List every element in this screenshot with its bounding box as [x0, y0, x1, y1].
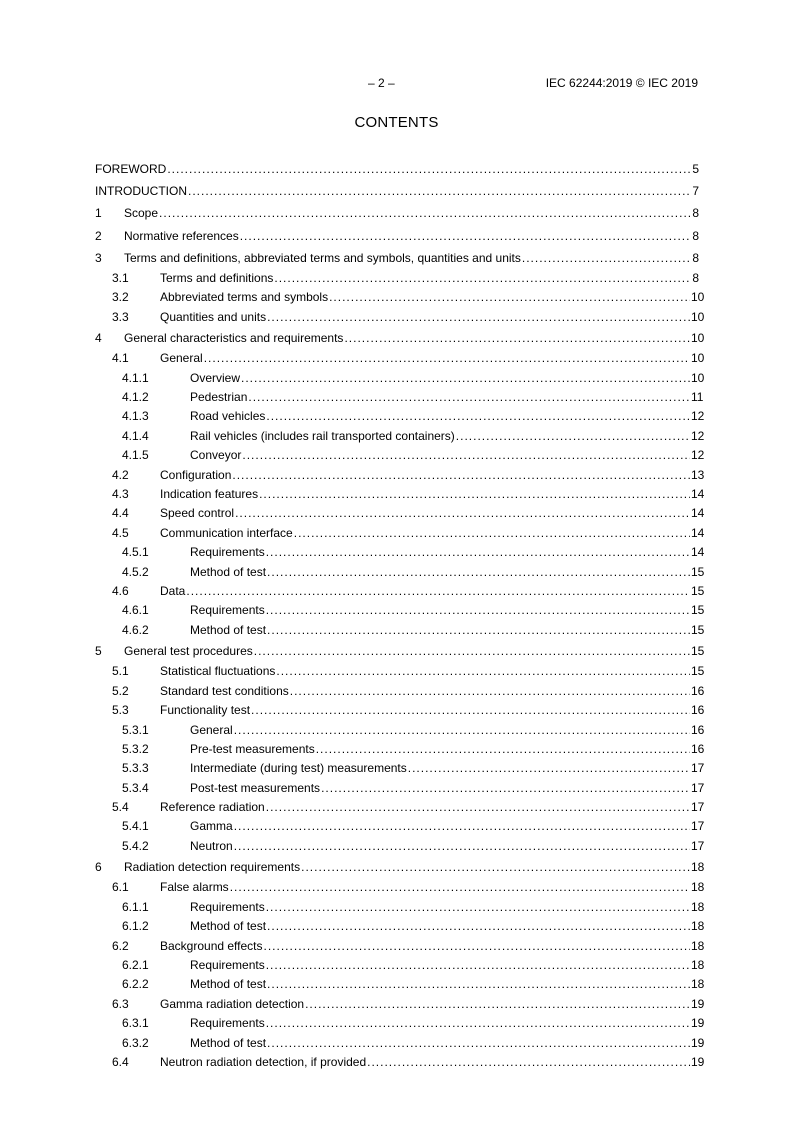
toc-entry-title: General test procedures: [124, 644, 253, 659]
toc-entry-number: 4.1.4: [122, 428, 149, 443]
toc-entry[interactable]: [95, 601, 705, 620]
toc-entry-page: 18: [691, 938, 705, 953]
toc-entry[interactable]: [95, 369, 705, 388]
dot-leader: [301, 856, 690, 878]
toc-entry-title: Requirements: [190, 603, 265, 618]
dot-leader: [329, 288, 690, 307]
table-of-contents: [95, 158, 705, 1072]
page-number: – 2 –: [368, 76, 395, 90]
dot-leader: [264, 937, 690, 956]
toc-entry[interactable]: [95, 621, 705, 640]
toc-entry-page: 15: [691, 622, 705, 637]
toc-entry-page: 12: [691, 428, 705, 443]
toc-entry[interactable]: [95, 817, 705, 836]
dot-leader: [266, 407, 690, 426]
dot-leader: [267, 975, 690, 994]
toc-entry-page: 17: [691, 761, 705, 776]
dot-leader: [234, 837, 690, 856]
dot-leader: [266, 601, 690, 620]
toc-entry[interactable]: [95, 721, 705, 740]
toc-entry-page: 14: [691, 506, 705, 521]
toc-entry-title: Intermediate (during test) measurements: [190, 761, 407, 776]
toc-entry-title: Speed control: [160, 506, 235, 521]
toc-entry-number: 5.3.2: [122, 741, 149, 756]
toc-entry[interactable]: [95, 975, 705, 994]
toc-entry[interactable]: [95, 995, 705, 1014]
toc-entry-number: 5: [95, 644, 102, 659]
toc-entry-number: 5.4.2: [122, 838, 149, 853]
dot-leader: [266, 798, 690, 817]
toc-entry-title: Requirements: [190, 1016, 265, 1031]
toc-entry-number: 4.1: [112, 351, 129, 366]
toc-entry-page: 12: [691, 448, 705, 463]
toc-entry[interactable]: [95, 937, 705, 956]
toc-entry-page: 19: [691, 996, 705, 1011]
toc-entry-page: 15: [691, 603, 705, 618]
toc-entry[interactable]: [95, 446, 705, 465]
toc-entry[interactable]: [95, 247, 699, 269]
toc-entry[interactable]: [95, 798, 705, 817]
toc-entry[interactable]: [95, 856, 705, 878]
dot-leader: [240, 225, 690, 247]
toc-entry-number: 6.3: [112, 996, 129, 1011]
toc-entry-title: Background effects: [160, 938, 263, 953]
dot-leader: [276, 662, 690, 681]
toc-entry-number: 3.1: [112, 270, 129, 285]
toc-entry[interactable]: [95, 898, 705, 917]
dot-leader: [188, 180, 690, 202]
toc-entry-page: 13: [691, 467, 705, 482]
toc-entry[interactable]: [95, 837, 705, 856]
toc-entry[interactable]: [95, 225, 699, 247]
toc-entry[interactable]: [95, 288, 705, 307]
toc-entry-page: 18: [691, 860, 705, 875]
toc-entry[interactable]: [95, 1034, 705, 1053]
toc-entry-page: 10: [691, 331, 705, 346]
toc-entry-title: General characteristics and requirements: [124, 331, 344, 346]
toc-entry-page: 18: [691, 958, 705, 972]
toc-entry-number: 2: [95, 228, 102, 243]
dot-leader: [167, 158, 690, 180]
toc-entry-page: 15: [691, 564, 705, 579]
dot-leader: [159, 202, 690, 224]
toc-entry-number: 4.6.1: [122, 603, 149, 618]
toc-entry[interactable]: [95, 180, 699, 202]
toc-entry[interactable]: [95, 662, 705, 681]
toc-entry[interactable]: [95, 407, 705, 426]
toc-entry-title: Scope: [124, 206, 159, 221]
toc-entry-number: 4.1.2: [122, 390, 149, 405]
toc-entry-page: 16: [691, 722, 705, 737]
toc-entry[interactable]: [95, 427, 705, 446]
toc-entry-number: 5.3: [112, 703, 129, 718]
toc-entry-page: 14: [691, 525, 705, 540]
toc-entry-page: 17: [691, 780, 705, 795]
toc-entry-number: 5.3.1: [122, 722, 149, 737]
dot-leader: [456, 427, 690, 446]
toc-entry-number: 3.3: [112, 309, 129, 324]
toc-entry-page: 19: [691, 1035, 705, 1050]
toc-entry-title: Method of test: [190, 564, 267, 579]
toc-entry[interactable]: [95, 779, 705, 798]
toc-entry[interactable]: [95, 543, 705, 562]
toc-entry-page: 10: [691, 290, 705, 305]
toc-entry[interactable]: [95, 1053, 705, 1072]
dot-leader: [254, 640, 690, 662]
toc-entry-number: 4.1.5: [122, 448, 149, 463]
toc-entry[interactable]: [95, 878, 705, 897]
toc-entry-number: 1: [95, 206, 102, 221]
dot-leader: [294, 524, 690, 543]
dot-leader: [290, 682, 690, 701]
toc-entry-page: 16: [691, 703, 705, 718]
dot-leader: [267, 308, 690, 327]
toc-entry-page: 17: [691, 819, 705, 834]
toc-entry-page: 11: [691, 390, 704, 405]
toc-entry[interactable]: [95, 349, 705, 368]
dot-leader: [248, 388, 690, 407]
toc-entry-title: Terms and definitions: [160, 270, 274, 285]
dot-leader: [522, 247, 690, 269]
toc-entry-number: 3: [95, 250, 102, 265]
toc-entry-number: 4.6.2: [122, 622, 149, 637]
toc-entry-number: 6.2.1: [122, 958, 149, 972]
toc-entry-number: 4.5.1: [122, 545, 149, 560]
toc-entry-title: Gamma: [190, 819, 233, 834]
toc-entry-title: FOREWORD: [95, 162, 167, 176]
toc-entry-title: Neutron: [190, 838, 233, 853]
toc-entry-number: 6: [95, 860, 102, 875]
toc-entry-page: 7: [692, 184, 699, 199]
toc-entry[interactable]: [95, 759, 705, 778]
dot-leader: [344, 327, 690, 349]
toc-entry-title: Normative references: [124, 228, 239, 243]
toc-entry-page: 15: [691, 583, 705, 598]
dot-leader: [251, 701, 690, 720]
dot-leader: [305, 995, 690, 1014]
dot-leader: [367, 1053, 690, 1072]
toc-entry-number: 4.5: [112, 525, 129, 540]
toc-entry-page: 8: [692, 206, 699, 221]
dot-leader: [186, 582, 690, 601]
toc-entry-page: 5: [692, 162, 699, 176]
toc-entry-title: Method of test: [190, 919, 267, 934]
toc-entry-page: 15: [691, 664, 705, 679]
toc-entry-page: 8: [692, 250, 699, 265]
dot-leader: [321, 779, 690, 798]
toc-entry-page: 15: [691, 644, 705, 659]
toc-entry-title: Statistical fluctuations: [160, 664, 276, 679]
toc-entry-page: 10: [691, 351, 705, 366]
toc-entry-page: 16: [691, 683, 705, 698]
toc-entry-number: 6.1.1: [122, 899, 149, 914]
dot-leader: [232, 466, 690, 485]
toc-entry[interactable]: [95, 158, 699, 180]
toc-entry-title: Communication interface: [160, 525, 293, 540]
toc-entry-title: False alarms: [160, 880, 229, 895]
toc-entry[interactable]: [95, 917, 705, 936]
toc-entry[interactable]: [95, 388, 704, 407]
toc-entry-title: Road vehicles: [190, 409, 266, 424]
toc-entry[interactable]: [95, 956, 705, 975]
toc-entry-number: 4.5.2: [122, 564, 149, 579]
toc-entry-title: Requirements: [190, 958, 265, 972]
contents-heading: CONTENTS: [354, 114, 439, 131]
dot-leader: [204, 349, 690, 368]
toc-entry-title: Standard test conditions: [160, 683, 289, 698]
toc-entry-title: Method of test: [190, 977, 267, 992]
toc-entry-number: 6.1: [112, 880, 129, 895]
toc-entry-title: Data: [160, 583, 186, 598]
toc-entry-page: 12: [691, 409, 705, 424]
toc-entry[interactable]: [95, 740, 705, 759]
toc-entry[interactable]: [95, 563, 705, 582]
toc-entry[interactable]: [95, 269, 699, 288]
toc-entry-title: Pedestrian: [190, 390, 248, 405]
toc-entry-page: 10: [691, 370, 705, 385]
toc-entry-title: Gamma radiation detection: [160, 996, 305, 1011]
toc-entry-title: Requirements: [190, 545, 265, 560]
dot-leader: [266, 956, 690, 975]
dot-leader: [267, 563, 690, 582]
toc-entry[interactable]: [95, 582, 705, 601]
toc-entry[interactable]: [95, 308, 705, 327]
toc-entry-number: 4.4: [112, 506, 129, 521]
dot-leader: [274, 269, 690, 288]
toc-entry[interactable]: [95, 466, 705, 485]
toc-entry-number: 5.4.1: [122, 819, 149, 834]
dot-leader: [266, 543, 690, 562]
toc-entry-title: Neutron radiation detection, if provided: [160, 1054, 367, 1069]
toc-entry-number: 5.3.4: [122, 780, 149, 795]
toc-entry-number: 6.3.2: [122, 1035, 149, 1050]
toc-entry-page: 17: [691, 838, 705, 853]
toc-entry[interactable]: [95, 327, 705, 349]
toc-entry-number: 6.2.2: [122, 977, 149, 992]
toc-entry-page: 8: [692, 228, 699, 243]
dot-leader: [267, 1034, 690, 1053]
toc-entry-title: General: [190, 722, 233, 737]
toc-entry-number: 6.4: [112, 1054, 129, 1069]
toc-entry-number: 5.2: [112, 683, 129, 698]
toc-entry-page: 10: [691, 309, 705, 324]
toc-entry-number: 6.2: [112, 938, 129, 953]
toc-entry[interactable]: [95, 682, 705, 701]
toc-entry-title: Quantities and units: [160, 309, 267, 324]
dot-leader: [235, 504, 690, 523]
toc-entry-page: 17: [691, 800, 705, 815]
toc-entry-title: Pre-test measurements: [190, 741, 315, 756]
toc-entry-title: General: [160, 351, 203, 366]
toc-entry-title: Method of test: [190, 622, 267, 637]
dot-leader: [408, 759, 690, 778]
toc-entry-page: 18: [691, 899, 705, 914]
toc-entry-number: 6.3.1: [122, 1016, 149, 1031]
toc-entry[interactable]: [95, 485, 705, 504]
toc-entry-page: 14: [691, 487, 705, 502]
toc-entry-title: Conveyor: [190, 448, 242, 463]
toc-entry-number: 4.2: [112, 467, 129, 482]
dot-leader: [259, 485, 690, 504]
toc-entry-page: 18: [691, 880, 705, 895]
toc-entry[interactable]: [95, 701, 705, 720]
toc-entry-page: 14: [691, 545, 705, 560]
toc-entry-number: 5.1: [112, 664, 129, 679]
dot-leader: [241, 369, 690, 388]
toc-entry-number: 6.1.2: [122, 919, 149, 934]
toc-entry-title: Overview: [190, 370, 241, 385]
toc-entry-title: Reference radiation: [160, 800, 265, 815]
toc-entry[interactable]: [95, 524, 705, 543]
toc-entry-title: INTRODUCTION: [95, 184, 187, 199]
toc-entry-number: 5.4: [112, 800, 129, 815]
dot-leader: [242, 446, 690, 465]
toc-entry-title: Functionality test: [160, 703, 251, 718]
toc-entry[interactable]: [95, 504, 705, 523]
toc-entry-number: 4.3: [112, 487, 129, 502]
toc-entry[interactable]: [95, 1014, 705, 1033]
toc-entry-page: 8: [692, 270, 699, 285]
toc-entry-number: 5.3.3: [122, 761, 149, 776]
dot-leader: [234, 817, 690, 836]
toc-entry-title: Terms and definitions, abbreviated terms and symbols, quantities and units: [124, 250, 521, 265]
toc-entry-page: 19: [691, 1054, 705, 1069]
toc-entry-number: 3.2: [112, 290, 129, 305]
toc-entry-title: Rail vehicles (includes rail transported containers): [190, 428, 455, 443]
dot-leader: [267, 917, 690, 936]
toc-entry[interactable]: [95, 640, 705, 662]
toc-entry-number: 4: [95, 331, 102, 346]
toc-entry-page: 16: [691, 741, 705, 756]
toc-entry-page: 19: [691, 1016, 705, 1031]
toc-entry-title: Method of test: [190, 1035, 267, 1050]
dot-leader: [266, 1014, 690, 1033]
toc-entry-title: Post-test measurements: [190, 780, 321, 795]
dot-leader: [267, 621, 690, 640]
toc-entry-number: 4.6: [112, 583, 129, 598]
toc-entry-title: Configuration: [160, 467, 232, 482]
toc-entry-title: Indication features: [160, 487, 259, 502]
toc-entry-title: Requirements: [190, 899, 265, 914]
toc-entry-number: 4.1.3: [122, 409, 149, 424]
toc-entry[interactable]: [95, 202, 699, 224]
dot-leader: [316, 740, 690, 759]
toc-entry-page: 18: [691, 919, 705, 934]
toc-entry-number: 4.1.1: [122, 370, 149, 385]
document-reference: IEC 62244:2019 © IEC 2019: [545, 76, 698, 90]
dot-leader: [266, 898, 690, 917]
dot-leader: [234, 721, 690, 740]
dot-leader: [230, 878, 690, 897]
toc-entry-title: Abbreviated terms and symbols: [160, 290, 329, 305]
toc-entry-title: Radiation detection requirements: [124, 860, 301, 875]
toc-entry-page: 18: [691, 977, 705, 992]
